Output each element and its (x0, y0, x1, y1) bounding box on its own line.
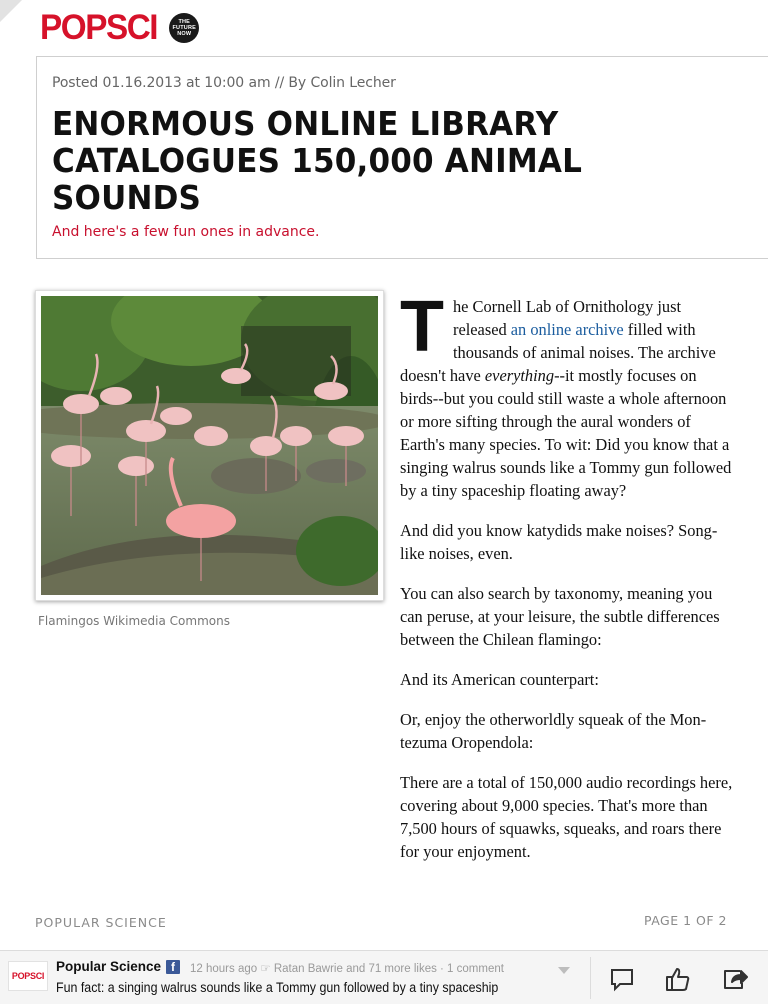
byline: Posted 01.16.2013 at 10:00 am // By Colin Lecher (52, 75, 396, 91)
divider (590, 957, 591, 999)
footer-brand: POPULAR SCIENCE (35, 915, 167, 930)
page-label: PAGE (643, 913, 679, 928)
post-meta: 12 hours ago ☞ Ratan Bawrie and 71 more likes · 1 comment (190, 963, 504, 975)
paragraph (400, 287, 736, 502)
text-run: filled with thousands of animal noises. The archive doesn't have (400, 320, 716, 385)
logo-wordmark: POPSCI (40, 8, 158, 47)
dek: And here's a few fun ones in advance. (52, 224, 320, 240)
page-current: 1 (683, 913, 692, 928)
online-archive-link[interactable]: an online archive (510, 320, 624, 339)
page-of: OF (696, 913, 715, 928)
paragraph: And did you know katydids make noises? Song-like noises, even. (400, 521, 718, 563)
pagination (644, 913, 727, 928)
badge-line: FUTURE (172, 25, 197, 31)
facebook-icon: f (166, 960, 180, 974)
badge-line: THE (178, 19, 191, 25)
paragraph: And its American counterpart: (400, 670, 599, 689)
paragraph: Or, enjoy the otherworldly squeak of the Montezuma Oropendola: (400, 710, 707, 752)
article-header (36, 56, 768, 259)
social-bar (0, 950, 768, 1004)
page-total: 2 (718, 913, 727, 928)
popsci-logo[interactable] (40, 8, 199, 48)
text-run: he Cornell Lab of Ornithology just released (452, 297, 682, 339)
post-text[interactable]: Fun fact: a singing walrus sounds like a Tommy gun followed by a tiny spaceship (56, 980, 499, 995)
comment-icon[interactable] (608, 965, 636, 993)
tagline-badge (169, 13, 199, 43)
like-icon[interactable] (664, 965, 692, 993)
flamingo-photo[interactable] (35, 290, 384, 601)
text-run: --it mostly focuses on birds--but you could still waste a whole afternoon or more sifting through the aural wonders of Earth's many species. To wit: Did you know that a singing walrus sounds like a Tommy gun followed by a tiny spaceship floating away? (400, 366, 732, 500)
page-corner-fold[interactable] (0, 0, 22, 22)
chevron-down-icon[interactable] (558, 967, 570, 974)
share-icon[interactable] (720, 965, 748, 993)
flamingo-illustration (41, 296, 378, 595)
paragraph: There are a total of 150,000 audio recordings here, covering about 9,000 species. That's more than 7,500 hours of squawks, squeaks, and roars there for your enjoyment. (400, 773, 733, 861)
page-avatar[interactable]: POPSCI (8, 961, 48, 991)
article-body (400, 287, 736, 880)
drop-cap: T (400, 287, 444, 367)
photo-caption: Flamingos Wikimedia Commons (38, 614, 230, 628)
page-name[interactable]: Popular Science (56, 959, 162, 974)
headline: ENORMOUS ONLINE LIBRARY CATALOGUES 150,000 ANIMAL SOUNDS (52, 104, 583, 217)
emphasis: everything (484, 366, 555, 385)
badge-line: NOW (177, 31, 192, 37)
paragraph: You can also search by taxonomy, meaning you can peruse, at your leisure, the subtle differences between the Chilean flamingo: (400, 584, 720, 649)
